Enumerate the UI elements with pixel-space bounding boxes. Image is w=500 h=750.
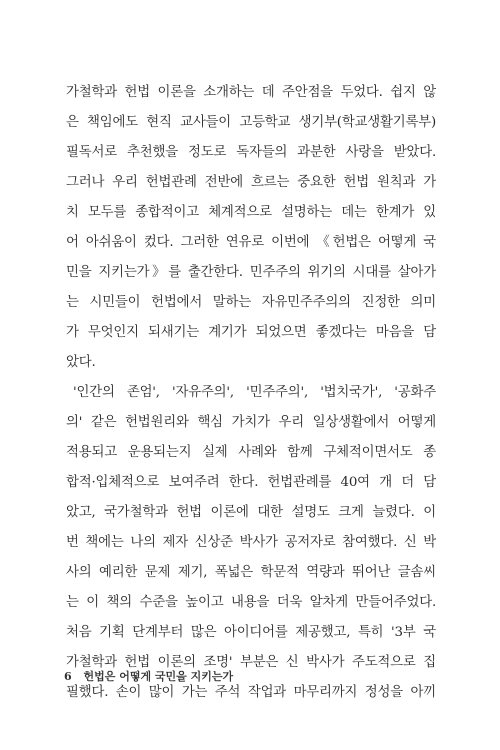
text-line: 필했다. 손이 많이 가는 주석 작업과 마무리까지 정성을 아끼 <box>66 685 436 700</box>
text-line: 번 책에는 나의 제자 신상준 박사가 공저자로 참여했다. 신 박 <box>66 535 436 550</box>
text-line: 그러나 우리 헌법관례 전반에 흐르는 중요한 헌법 원칙과 가 <box>66 175 436 190</box>
body-text <box>66 78 436 708</box>
text-line: 필독서로 추천했을 정도로 독자들의 과분한 사랑을 받았다. <box>66 145 436 160</box>
text-line: 민을 지키는가》를 출간한다. 민주주의 위기의 시대를 살아가 <box>66 265 436 280</box>
text-line: 는 이 책의 수준을 높이고 내용을 더욱 알차게 만들어주었다. <box>66 595 436 610</box>
text-line: 합적·입체적으로 보여주려 한다. 헌법관례를 40여 개 더 담 <box>66 475 436 490</box>
page-footer <box>64 668 233 684</box>
text-line: 어 아쉬움이 컸다. 그러한 연유로 이번에 《헌법은 어떻게 국 <box>66 235 436 250</box>
text-line: 사의 예리한 문제 제기, 폭넓은 학문적 역량과 뛰어난 글솜씨 <box>66 565 436 580</box>
paragraph-end-line: 았다. <box>66 355 96 370</box>
text-line: 처음 기획 단계부터 많은 아이디어를 제공했고, 특히 '3부 국 <box>66 625 436 640</box>
text-line: 의' 같은 헌법원리와 핵심 가치가 우리 일상생활에서 어떻게 <box>66 415 436 430</box>
paragraph-start-line: '인간의 존엄', '자유주의', '민주주의', '법치국가', '공화주 <box>73 385 436 400</box>
running-title: 헌법은 어떻게 국민을 지키는가 <box>83 670 234 683</box>
text-line: 는 시민들이 헌법에서 말하는 자유민주주의의 진정한 의미 <box>66 295 436 310</box>
text-line: 가철학과 헌법 이론을 소개하는 데 주안점을 두었다. 쉽지 않 <box>66 85 436 100</box>
text-line: 적용되고 운용되는지 실제 사례와 함께 구체적이면서도 종 <box>66 445 436 460</box>
text-line: 은 책임에도 현직 교사들이 고등학교 생기부(학교생활기록부) <box>66 115 436 130</box>
text-line: 치 모두를 종합적이고 체계적으로 설명하는 데는 한계가 있 <box>66 205 436 220</box>
page-number: 6 <box>64 670 72 683</box>
text-line: 가철학과 헌법 이론의 조명' 부분은 신 박사가 주도적으로 집 <box>66 655 436 670</box>
text-line: 가 무엇인지 되새기는 계기가 되었으면 좋겠다는 마음을 담 <box>66 325 436 340</box>
text-line: 았고, 국가철학과 헌법 이론에 대한 설명도 크게 늘렸다. 이 <box>66 505 436 520</box>
